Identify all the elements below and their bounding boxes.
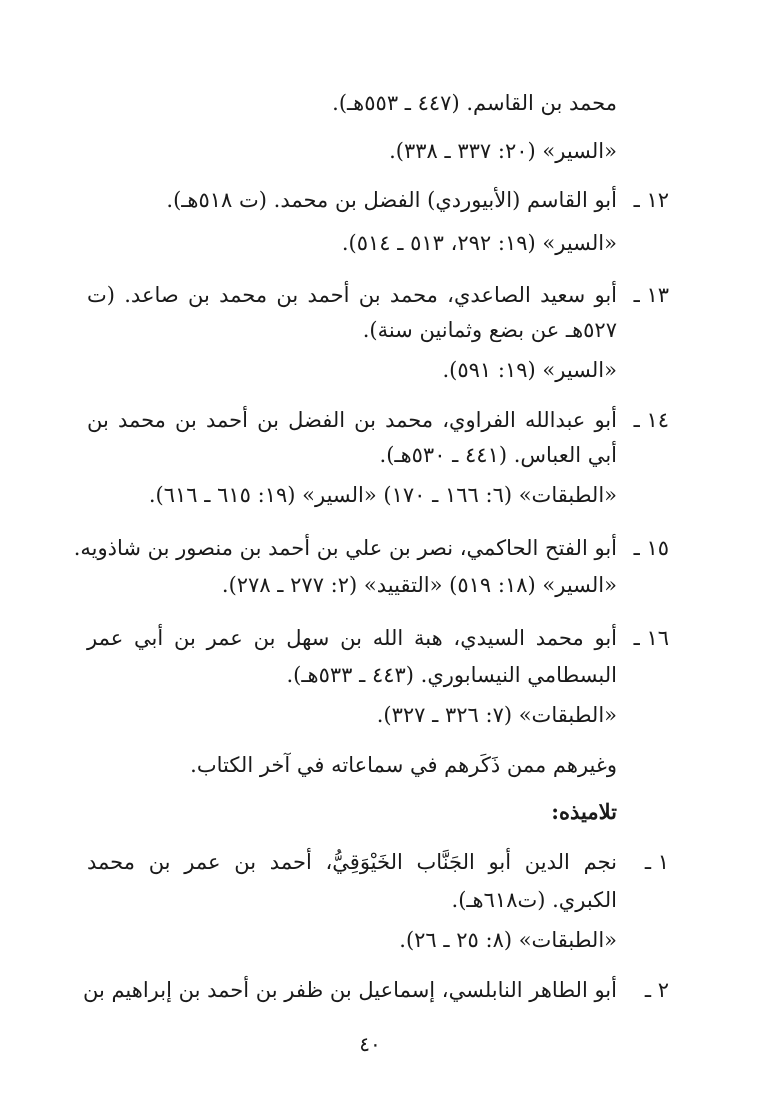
text-line: أبو سعيد الصاعدي، محمد بن أحمد بن محمد بن صاعد. (ت [87,283,617,307]
text-line: أبو القاسم (الأبيوردي) الفضل بن محمد. (ت ٥١٨هـ). [166,188,617,212]
entry-number: ١ ـ [644,850,669,874]
text-line: محمد بن القاسم. (٤٤٧ ـ ٥٥٣هـ). [332,91,617,115]
text-line: ٥٢٧هـ عن بضع وثمانين سنة). [362,318,617,342]
citation-line: «الطبقات» (٧: ٣٢٦ ـ ٣٢٧). [376,703,617,727]
text-line: أبو الفتح الحاكمي، نصر بن علي بن أحمد بن منصور بن شاذويه. [73,536,617,560]
citation-line: «السير» (١٩: ٢٩٢، ٥١٣ ـ ٥١٤). [341,231,617,255]
citation-line: «السير» (١٩: ٥٩١). [442,358,617,382]
page-number: ٤٠ [359,1032,381,1056]
entry-number: ١٦ ـ [633,626,669,650]
entry-number: ١٥ ـ [633,536,669,560]
text-line: أبي العباس. (٤٤١ ـ ٥٣٠هـ). [379,443,617,467]
text-line: أبو الطاهر النابلسي، إسماعيل بن ظفر بن أحمد بن إبراهيم بن [82,978,617,1002]
entry-number: ١٢ ـ [633,188,669,212]
citation-line: «الطبقات» (٦: ١٦٦ ـ ١٧٠) «السير» (١٩: ٦١٥ ـ ٦١٦). [148,483,617,507]
citation-line: «الطبقات» (٨: ٢٥ ـ ٢٦). [399,928,617,952]
text-line: وغيرهم ممن ذَكَرهم في سماعاته في آخر الكتاب. [190,753,617,777]
text-line: الكبري. (ت٦١٨هـ). [451,888,617,912]
citation-line: «السير» (٢٠: ٣٣٧ ـ ٣٣٨). [389,139,617,163]
text-line: أبو عبدالله الفراوي، محمد بن الفضل بن أحمد بن محمد بن [87,408,617,432]
entry-number: ٢ ـ [644,978,669,1002]
citation-line: «السير» (١٨: ٥١٩) «التقييد» (٢: ٢٧٧ ـ ٢٧٨). [221,573,617,597]
entry-number: ١٤ ـ [633,408,669,432]
entry-number: ١٣ ـ [633,283,669,307]
text-line: أبو محمد السيدي، هبة الله بن سهل بن عمر بن أبي عمر [87,626,617,650]
section-heading: تلاميذه: [551,799,617,824]
text-line: نجم الدين أبو الجَنَّاب الخَيْوَقِيُّ، أحمد بن عمر بن محمد [87,850,617,874]
text-line: البسطامي النيسابوري. (٤٤٣ ـ ٥٣٣هـ). [286,663,617,687]
